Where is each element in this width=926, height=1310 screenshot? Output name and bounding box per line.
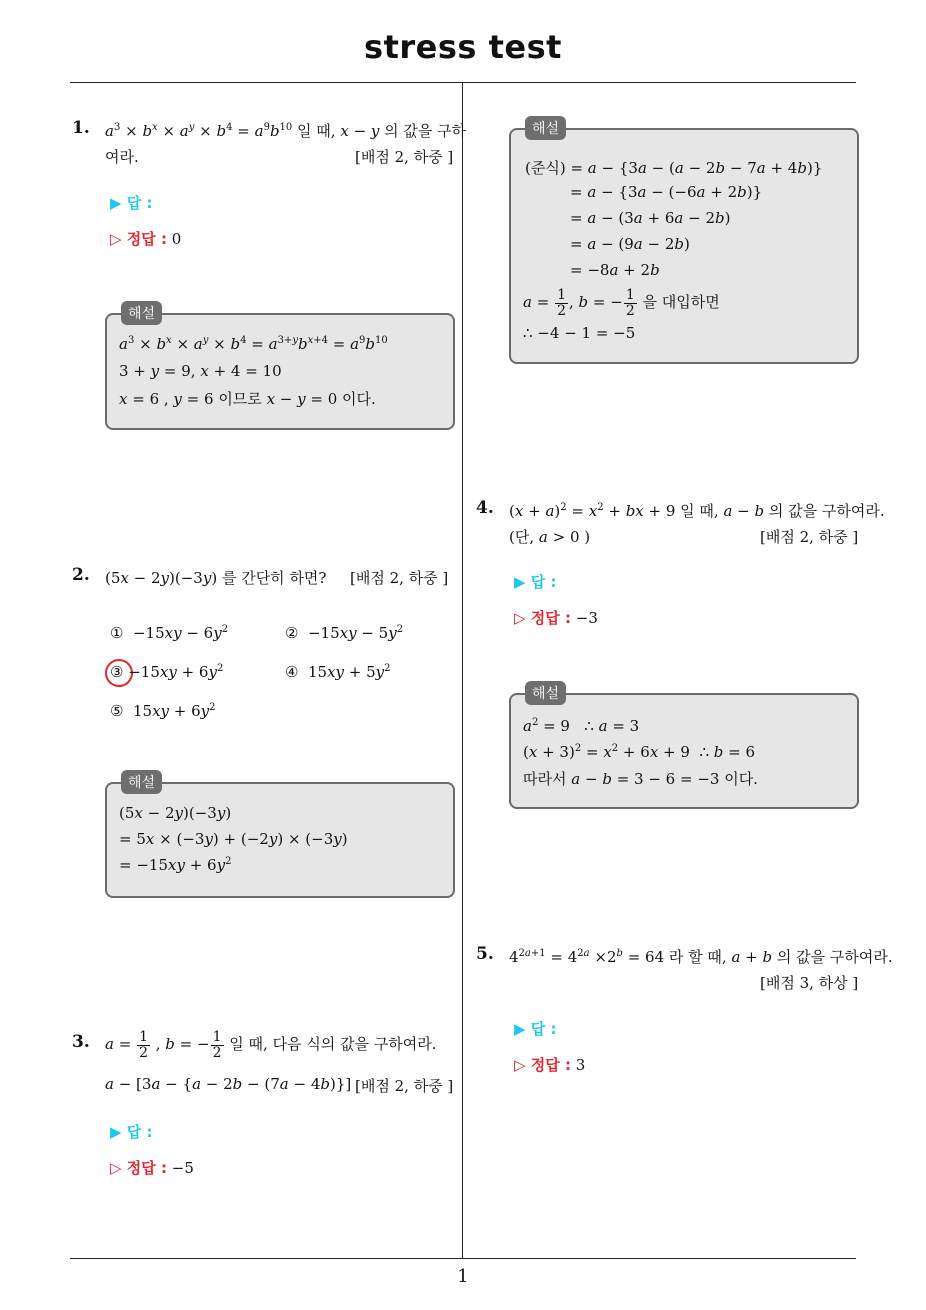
explanation-line: $a^2 = 9$ ∴ a = 3 — [523, 717, 640, 735]
explanation-box — [509, 121, 859, 364]
correct-value: 0 — [171, 230, 182, 248]
option-3[interactable]: ③ $-15xy + 6y^2$ — [110, 663, 224, 681]
correct-answer — [514, 1054, 585, 1075]
question-number: 4. — [476, 498, 494, 518]
explanation-box — [105, 775, 455, 898]
correct-value: −3 — [575, 609, 598, 627]
option-2[interactable]: ② $-15xy - 5y^2$ — [285, 624, 404, 642]
question-text-line1: $4^{2a+1} = 4^{2a} \times 2^b = 64$ 라 할 때, a + b 의 값을 구하여라. — [509, 948, 893, 966]
explanation-line: a = $\frac{1}{2}$ , b = − $\frac{1}{2}$ 을 대입하면 — [523, 287, 720, 319]
explanation-line: (5x − 2y)(−3y) — [119, 804, 232, 822]
explanation-line: = 5x × (−3y) + (−2y) × (−3y) — [119, 830, 348, 848]
page-number: 1 — [457, 1266, 469, 1287]
explanation-line: = a − (3a + 6a − 2b) — [570, 209, 731, 227]
correct-answer — [110, 1157, 194, 1178]
correct-answer — [110, 228, 181, 249]
footer-rule — [70, 1258, 856, 1259]
explanation-tag: 해설 — [525, 116, 566, 140]
question-text-line2: 여라. — [105, 148, 139, 166]
answer-label: ▶ 답 : — [514, 1020, 557, 1038]
header-rule — [70, 82, 856, 83]
explanation-line: $a^3 \times b^x \times a^y \times b^4 = a^{3+y}b^{x+4} = a^9b^{10}$ — [119, 335, 388, 353]
correct-value: −5 — [171, 1159, 194, 1177]
explanation-tag: 해설 — [525, 681, 566, 705]
correct-answer — [514, 607, 598, 628]
explanation-line: = $-15xy + 6y^2$ — [119, 856, 232, 874]
explanation-box — [105, 306, 455, 430]
explanation-line: = a − {3a − (−6a + 2b)} — [570, 183, 763, 201]
score-level: [배점 2, 하중 ] — [760, 528, 859, 546]
correct-label: ▷ 정답 : — [514, 1056, 571, 1074]
explanation-line: ∴ −4 − 1 = −5 — [523, 324, 636, 342]
explanation-line: = a − (9a − 2b) — [570, 235, 690, 253]
explanation-box — [509, 686, 859, 809]
answer-label: ▶ 답 : — [110, 1123, 153, 1141]
question-number: 1. — [72, 118, 90, 138]
explanation-line: $(x + 3)^2 = x^2 + 6x + 9$ ∴ b = 6 — [523, 743, 756, 761]
question-text-line2: a − [3a − {a − 2b − (7a − 4b)}] — [105, 1075, 352, 1093]
answer-label: ▶ 답 : — [514, 573, 557, 591]
explanation-tag: 해설 — [121, 770, 162, 794]
correct-value: 3 — [575, 1056, 586, 1074]
question-number: 3. — [72, 1032, 90, 1052]
question-text-line1: a = $\frac{1}{2}$ , b = − $\frac{1}{2}$ 일 때, 다음 식의 값을 구하여라. — [105, 1029, 437, 1061]
page-title: stress test — [364, 28, 562, 66]
question-text-line2: (단, a > 0 ) — [509, 528, 591, 546]
correct-label: ▷ 정답 : — [110, 1159, 167, 1177]
correct-label: ▷ 정답 : — [514, 609, 571, 627]
explanation-tag: 해설 — [121, 301, 162, 325]
question-text-line1: $(x + a)^2 = x^2$ + bx + 9 일 때, a − b 의 값을 구하여라. — [509, 502, 885, 520]
score-level: [배점 2, 하중 ] — [355, 148, 454, 166]
column-divider — [462, 83, 463, 1258]
correct-label: ▷ 정답 : — [110, 230, 167, 248]
explanation-line: (준식) = a − {3a − (a − 2b − 7a + 4b)} — [525, 159, 823, 177]
option-4[interactable]: ④ $15xy + 5y^2$ — [285, 663, 391, 681]
question-number: 5. — [476, 944, 494, 964]
option-1[interactable]: ① $-15xy - 6y^2$ — [110, 624, 229, 642]
score-level: [배점 3, 하상 ] — [760, 974, 859, 992]
question-text-line1: $a^3 \times b^x \times a^y \times b^4 = a^9b^{10}$ 일 때, x − y 의 값을 구하 — [105, 122, 467, 140]
explanation-line: = −8a + 2b — [570, 261, 660, 279]
question-number: 2. — [72, 565, 90, 585]
score-level: [배점 2, 하중 ] — [350, 569, 449, 587]
option-5[interactable]: ⑤ $15xy + 6y^2$ — [110, 702, 216, 720]
explanation-line: x = 6 , y = 6 이므로 x − y = 0 이다. — [119, 390, 376, 408]
score-level: [배점 2, 하중 ] — [355, 1077, 454, 1095]
explanation-line: 3 + y = 9, x + 4 = 10 — [119, 362, 282, 380]
explanation-line: 따라서 a − b = 3 − 6 = −3 이다. — [523, 770, 758, 788]
answer-label: ▶ 답 : — [110, 194, 153, 212]
question-text-line1: (5x − 2y)(−3y) 를 간단히 하면? — [105, 569, 327, 587]
